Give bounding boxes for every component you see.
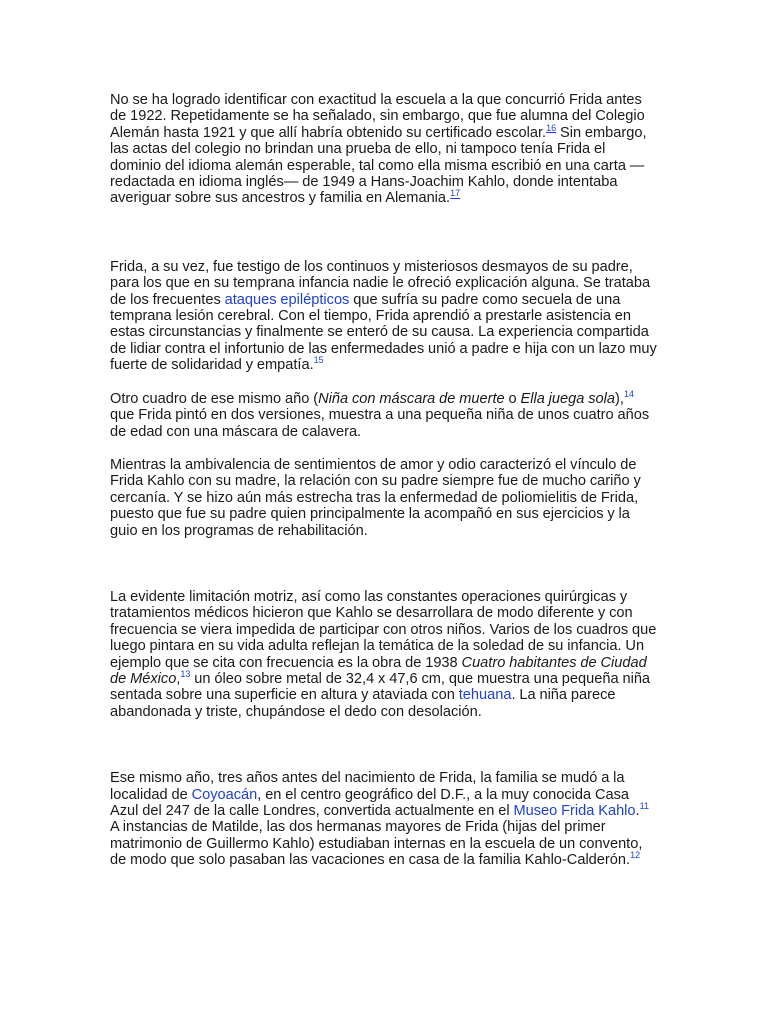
paragraph-6: [110, 770, 658, 868]
title-nina-con-mascara: Niña con máscara de muerte: [318, 390, 505, 407]
link-museo-frida-kahlo[interactable]: Museo Frida Kahlo: [513, 803, 636, 819]
paragraph-6-text-a: Ese mismo año, tres años antes del nacimiento de Frida, la familia se mudó a la localidad de: [110, 770, 625, 803]
spacer: [110, 440, 658, 457]
paragraph-4-text: Mientras la ambivalencia de sentimientos de amor y odio caracterizó el vínculo de Frida Kahlo con su madre, la relación con su padre siempre fue de mucho cariño y cercanía. Y se hizo aún más estrecha tras la enfermedad de poliomielitis de Frida, puesto que fue su padre quien principalmente la acompañó en sus ejercicios y la guio en los programas de rehabilitación.: [110, 456, 641, 539]
footnote-ref-11: 11: [639, 801, 649, 812]
paragraph-2-text-b: que sufría su padre como secuela de una temprana lesión cerebral. Con el tiempo, Frida aprendió a prestarle asistencia en estas circunstancias y finalmente se enteró de su causa. La experiencia compartida de lidiar contra el infortunio de las enfermedades unió a padre e hija con un lazo muy fuerte de solidaridad y empatía.: [110, 291, 657, 374]
paragraph-3-text-c: ),: [615, 390, 624, 407]
spacer: [110, 539, 658, 589]
paragraph-1-text-a: No se ha logrado identificar con exactitud la escuela a la que concurrió Frida antes de 1922. Repetidamente se ha señalado, sin embargo, que fue alumna del Colegio Alemán hasta 1921 y que allí habría obtenido su certificado escolar.: [110, 92, 645, 141]
link-ataques-epilepticos[interactable]: ataques epilépticos: [224, 291, 350, 308]
document-body: [110, 92, 658, 869]
footnote-ref-12: 12: [630, 850, 641, 861]
title-ella-juega-sola: Ella juega sola: [520, 390, 616, 407]
footnote-ref-16[interactable]: 16: [546, 122, 557, 133]
footnote-ref-13: 13: [180, 669, 191, 680]
footnote-ref-14: 14: [623, 388, 634, 399]
link-coyoacan[interactable]: Coyoacán: [191, 786, 258, 803]
footnote-ref-17[interactable]: 17: [450, 188, 461, 199]
paragraph-3-text-a: Otro cuadro de ese mismo año (: [110, 390, 319, 407]
paragraph-6-text-d: A instancias de Matilde, las dos hermanas mayores de Frida (hijas del primer matrimonio de Guillermo Kahlo) estudiaban internas en la escuela de un convento, de modo que solo pasaban las vacaciones en casa de la familia Kahlo-Calderón.: [110, 819, 643, 869]
paragraph-6-text-b: , en el centro geográfico del D.F., a la muy conocida Casa Azul del 247 de la calle Londres, convertida actualmente en el: [110, 786, 630, 819]
paragraph-3: [110, 388, 658, 440]
paragraph-4: [110, 457, 658, 539]
paragraph-2: [110, 259, 658, 374]
spacer: [110, 374, 658, 391]
paragraph-2-text-a: Frida, a su vez, fue testigo de los continuos y misteriosos desmayos de su padre, para los que en su temprana infancia nadie le ofreció explicación alguna. Se trataba de los frecuentes: [110, 258, 651, 308]
paragraph-5-text-d: . La niña parece abandonada y triste, chupándose el dedo con desolación.: [110, 687, 616, 720]
title-cuatro-habitantes: Cuatro habitantes de Ciudad de México: [110, 654, 647, 687]
paragraph-3-text-d: que Frida pintó en dos versiones, muestra a una pequeña niña de unos cuatro años de edad con una máscara de calavera.: [110, 407, 650, 440]
footnote-ref-15: 15: [313, 355, 324, 366]
spacer: [110, 207, 658, 259]
paragraph-5-text-a: La evidente limitación motriz, así como las constantes operaciones quirúrgicas y tratamientos médicos hicieron que Kahlo se desarrollara de modo diferente y con frecuencia se viera impedida de participar con otros niños. Varios de los cuadros que luego pintara en su vida adulta reflejan la temática de la soledad de su infancia. Un ejemplo que se cita con frecuencia es la obra de 1938: [110, 588, 657, 671]
paragraph-1-text-b: Sin embargo, las actas del colegio no brindan una prueba de ello, ni tampoco tenía Frida el dominio del idioma alemán esperable, tal como ella misma escribió en una carta —redactada en idioma inglés— de 1949 a Hans-Joachim Kahlo, donde intentaba averiguar sobre sus ancestros y familia en Alemania.: [110, 124, 647, 207]
paragraph-3-text-b: o: [504, 390, 521, 407]
paragraph-6-text-c: .: [635, 803, 640, 819]
link-tehuana[interactable]: tehuana: [458, 687, 512, 704]
paragraph-5-text-c: un óleo sobre metal de 32,4 x 47,6 cm, que muestra una pequeña niña sentada sobre una superficie en altura y ataviada con: [110, 670, 651, 704]
paragraph-5: [110, 589, 658, 720]
spacer: [110, 720, 658, 770]
paragraph-1: [110, 92, 658, 207]
paragraph-5-text-b: ,: [176, 670, 181, 687]
